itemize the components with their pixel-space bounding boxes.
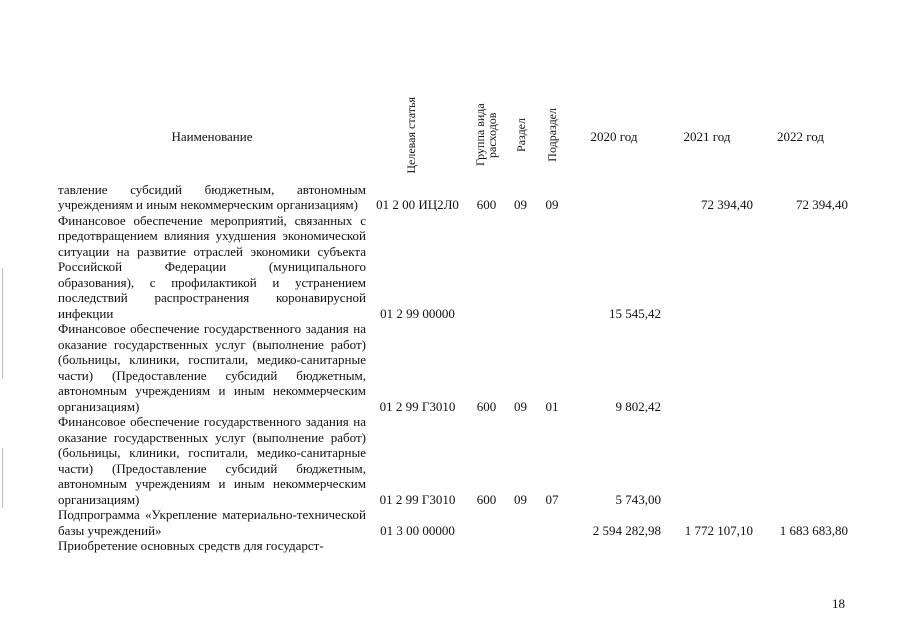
row-subsection (537, 507, 567, 538)
row-target-item (366, 538, 469, 554)
row-name: Финансовое обеспечение государственного задания на оказание государственных услуг (выполнение работ) (больницы, клиники, госпитали, медико-санитарные части) (Предоставление субсидий бюджетным, автономным учреждениям и иным некоммерческим организациям) (58, 321, 366, 414)
header-section: Раздел (513, 118, 528, 152)
row-section (504, 213, 537, 322)
row-2022 (753, 538, 848, 554)
row-section: 09 (514, 398, 527, 414)
row-section (504, 507, 537, 538)
row-expense-group: 600 (476, 197, 497, 212)
header-2021: 2021 год (683, 129, 731, 144)
row-2021: 72 394,40 (701, 197, 753, 212)
header-2022: 2022 год (777, 129, 824, 144)
row-section (504, 538, 537, 554)
row-section: 09 (514, 491, 527, 507)
row-2020: 2 594 282,98 (592, 522, 661, 538)
row-subsection (537, 213, 567, 322)
budget-table (58, 92, 848, 554)
row-expense-group (469, 507, 504, 538)
table-row (58, 538, 848, 554)
row-2020 (567, 538, 661, 554)
row-name: Финансовое обеспечение мероприятий, связанных с предотвращением влияния ухудшения экономической ситуации на развитие отраслей экономики субъекта Российской Федерации (муниципального образования), с профилактикой и устранением последствий распространения коронавирусной инфекции (58, 212, 366, 321)
row-subsection: 01 (545, 398, 559, 414)
row-name: Подпрограмма «Укрепление материально-технической базы учреждений» (58, 507, 366, 538)
table-row (58, 213, 848, 322)
row-2020: 9 802,42 (615, 398, 661, 414)
row-2022: 1 683 683,80 (779, 522, 848, 538)
row-target-item: 01 3 00 00000 (380, 522, 455, 538)
row-target-item: 01 2 99 Г3010 (379, 491, 456, 507)
row-name: Финансовое обеспечение государственного задания на оказание государственных услуг (выполнение работ) (больницы, клиники, госпитали, медико-санитарные части) (Предоставление субсидий бюджетным, автономным учреждениям и иным некоммерческим организациям) (58, 414, 366, 507)
table-header-row (58, 92, 848, 182)
row-2022 (753, 414, 848, 507)
header-2020: 2020 год (590, 129, 638, 144)
row-name: тавление субсидий бюджетным, автономным учреждениям и иным некоммерческим организациям) (58, 181, 366, 212)
row-2022 (753, 213, 848, 322)
scan-edge-mark (2, 448, 3, 508)
row-2021 (661, 321, 753, 414)
row-expense-group: 600 (476, 491, 497, 507)
row-2021 (661, 538, 753, 554)
row-2020: 15 545,42 (609, 305, 661, 321)
header-subsection: Подраздел (545, 108, 559, 162)
row-section: 09 (514, 197, 527, 212)
row-subsection: 07 (545, 491, 559, 507)
row-2020 (567, 182, 661, 213)
page-number: 18 (832, 596, 845, 611)
row-expense-group: 600 (476, 398, 497, 414)
table-row (58, 507, 848, 538)
table-row (58, 321, 848, 414)
row-subsection (537, 538, 567, 554)
row-expense-group (469, 213, 504, 322)
row-subsection: 09 (545, 197, 559, 212)
table-row (58, 414, 848, 507)
row-2022: 72 394,40 (796, 197, 848, 212)
header-name: Наименование (171, 129, 253, 144)
row-2020: 5 743,00 (615, 491, 661, 507)
row-target-item: 01 2 99 00000 (380, 305, 455, 321)
row-2022 (753, 321, 848, 414)
row-target-item: 01 2 00 ИЦ2Л0 (376, 197, 459, 212)
row-2021 (661, 414, 753, 507)
row-2021: 1 772 107,10 (684, 522, 753, 538)
scan-edge-mark (2, 268, 3, 378)
row-target-item: 01 2 99 Г3010 (379, 398, 456, 414)
table-row (58, 182, 848, 213)
header-target-item: Целевая статья (403, 96, 418, 174)
row-2021 (661, 213, 753, 322)
row-name: Приобретение основных средств для государст- (58, 538, 324, 553)
row-expense-group (469, 538, 504, 554)
header-expense-group: Группа вида расходов (472, 103, 499, 167)
